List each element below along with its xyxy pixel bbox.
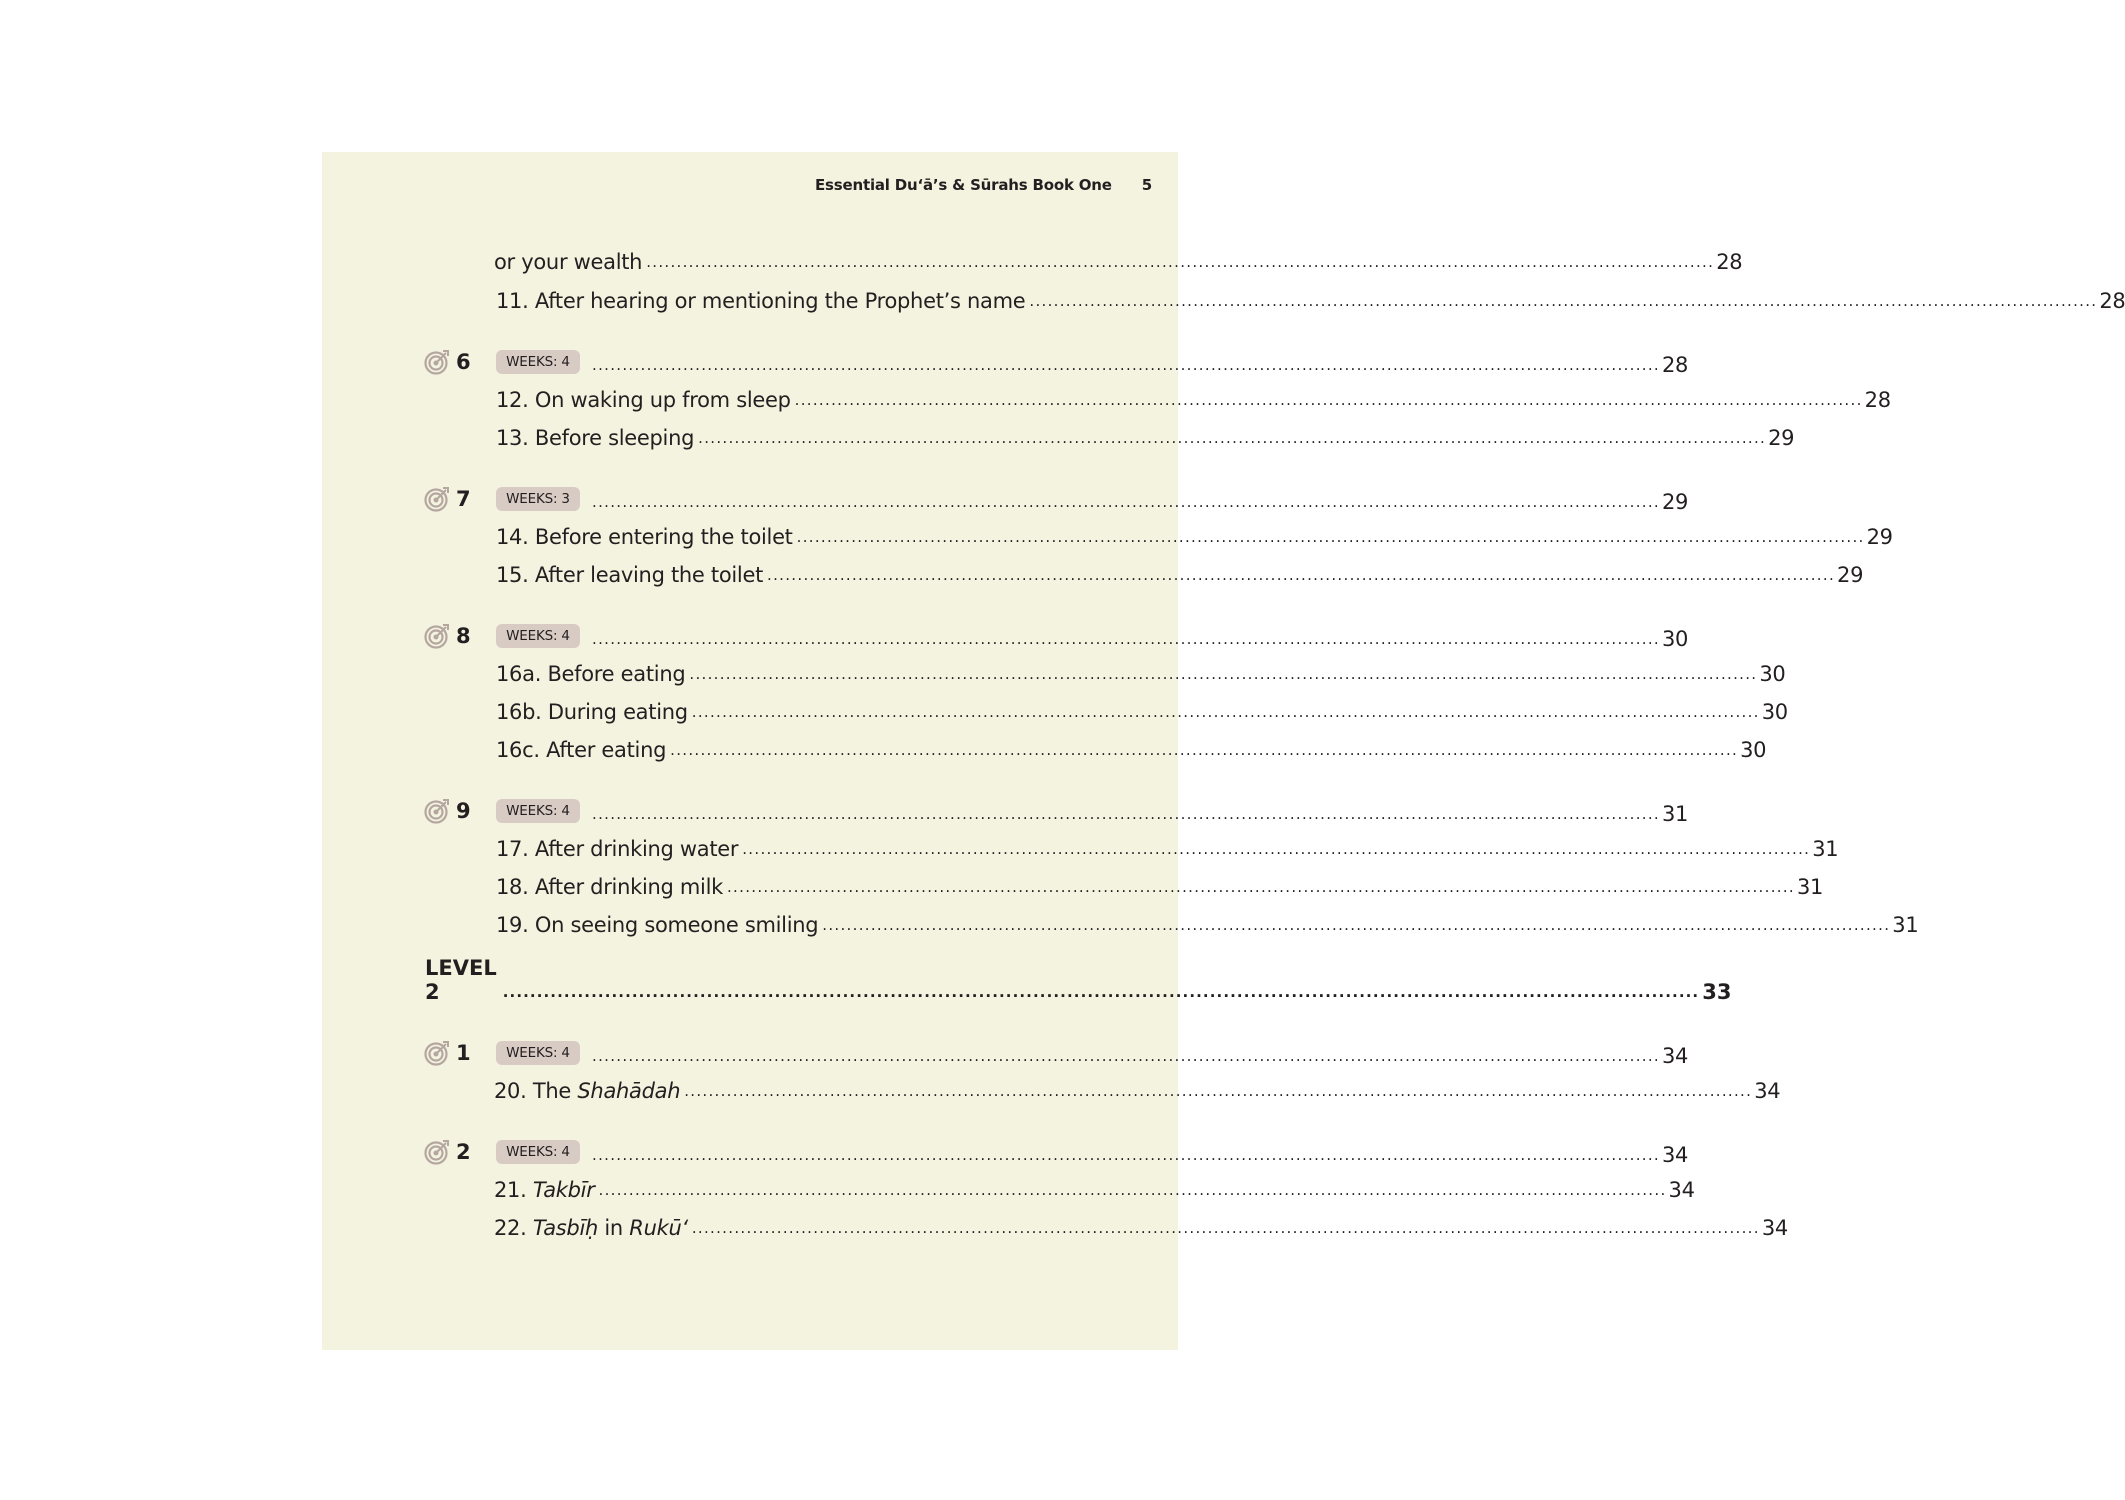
target-icon bbox=[424, 623, 450, 649]
leader-dots: ................................................................................................................................................................................ bbox=[689, 665, 1758, 683]
toc-entry[interactable] bbox=[496, 831, 1839, 861]
toc-entry-page: 31 bbox=[1892, 913, 1919, 937]
unit-entry[interactable] bbox=[588, 621, 1689, 651]
leader-dots: ................................................................................................................................................................................ bbox=[1029, 292, 2098, 310]
leader-dots: ................................................................................................................................................................................ bbox=[592, 1146, 1660, 1164]
toc-entry-page: 28 bbox=[1864, 388, 1891, 412]
toc-entry-page: 31 bbox=[1661, 802, 1689, 826]
leader-dots: ................................................................................................................................................................................ bbox=[691, 1219, 1760, 1237]
level-page: 33 bbox=[1702, 980, 1732, 1004]
toc-entry-page: 29 bbox=[1661, 490, 1689, 514]
leader-dots: ................................................................................................................................................................................ bbox=[726, 878, 1795, 896]
leader-dots: ................................................................................................................................................................................ bbox=[598, 1181, 1667, 1199]
unit-number: 8 bbox=[456, 624, 471, 648]
leader-dots: ................................................................................................................................................................................ bbox=[698, 429, 1767, 447]
toc-entry-label: 11. After hearing or mentioning the Prophet’s name bbox=[496, 289, 1026, 313]
toc-entry-label: 17. After drinking water bbox=[496, 837, 739, 861]
target-icon bbox=[424, 486, 450, 512]
toc-entry-page: 30 bbox=[1661, 627, 1689, 651]
unit-entry[interactable] bbox=[588, 796, 1689, 826]
toc-entry[interactable] bbox=[496, 519, 1893, 549]
toc-entry-page: 31 bbox=[1812, 837, 1839, 861]
toc-entry-label: 14. Before entering the toilet bbox=[496, 525, 793, 549]
target-icon bbox=[424, 1139, 450, 1165]
leader-dots: ................................................................................................................................................................................ bbox=[646, 253, 1715, 271]
leader-dots: ................................................................................................................................................................................ bbox=[767, 566, 1836, 584]
weeks-badge: WEEKS: 3 bbox=[496, 487, 580, 511]
toc-entry[interactable] bbox=[496, 382, 1891, 412]
leader-dots: ................................................................................................................................................................................ bbox=[796, 528, 1865, 546]
unit-entry[interactable] bbox=[588, 347, 1689, 377]
toc-entry-label: 12. On waking up from sleep bbox=[496, 388, 791, 412]
toc-entry-page: 30 bbox=[1761, 700, 1788, 724]
weeks-badge: WEEKS: 4 bbox=[496, 1140, 580, 1164]
unit-number: 2 bbox=[456, 1140, 471, 1164]
toc-entry-page: 29 bbox=[1866, 525, 1893, 549]
leader-dots: ................................................................................................................................................................................ bbox=[502, 983, 1700, 1001]
weeks-badge: WEEKS: 4 bbox=[496, 799, 580, 823]
toc-entry[interactable] bbox=[494, 1172, 1695, 1202]
unit-number: 7 bbox=[456, 487, 471, 511]
toc-entry-page: 34 bbox=[1668, 1178, 1695, 1202]
running-header bbox=[700, 176, 1152, 194]
leader-dots: ................................................................................................................................................................................ bbox=[742, 840, 1811, 858]
weeks-badge: WEEKS: 4 bbox=[496, 624, 580, 648]
leader-dots: ................................................................................................................................................................................ bbox=[670, 741, 1739, 759]
leader-dots: ................................................................................................................................................................................ bbox=[592, 805, 1660, 823]
toc-entry[interactable] bbox=[496, 557, 1864, 587]
toc-entry-page: 29 bbox=[1837, 563, 1864, 587]
weeks-badge: WEEKS: 4 bbox=[496, 350, 580, 374]
toc-entry-label: 15. After leaving the toilet bbox=[496, 563, 764, 587]
toc-entry[interactable] bbox=[494, 1073, 1781, 1103]
toc-entry-label: 16a. Before eating bbox=[496, 662, 686, 686]
toc-entry-label: or your wealth bbox=[494, 250, 643, 274]
weeks-badge: WEEKS: 4 bbox=[496, 1041, 580, 1065]
level-label: LEVEL 2 bbox=[425, 956, 497, 1004]
toc-entry-page: 28 bbox=[1661, 353, 1689, 377]
unit-entry[interactable] bbox=[588, 1038, 1689, 1068]
toc-entry[interactable] bbox=[494, 1210, 1788, 1240]
target-icon bbox=[424, 349, 450, 375]
leader-dots: ................................................................................................................................................................................ bbox=[592, 1047, 1660, 1065]
toc-entry-page: 34 bbox=[1661, 1143, 1689, 1167]
toc-entry-page: 31 bbox=[1796, 875, 1824, 899]
leader-dots: ................................................................................................................................................................................ bbox=[592, 493, 1660, 511]
toc-entry-page: 34 bbox=[1754, 1079, 1781, 1103]
toc-entry-label: 22. Tasbīḥ in Rukū‘ bbox=[494, 1216, 688, 1240]
toc-entry-label: 19. On seeing someone smiling bbox=[496, 913, 819, 937]
leader-dots: ................................................................................................................................................................................ bbox=[794, 391, 1863, 409]
toc-entry-label: 13. Before sleeping bbox=[496, 426, 695, 450]
unit-number: 1 bbox=[456, 1041, 471, 1065]
leader-dots: ................................................................................................................................................................................ bbox=[684, 1082, 1753, 1100]
toc-entry-label: 18. After drinking milk bbox=[496, 875, 723, 899]
toc-entry[interactable] bbox=[496, 420, 1795, 450]
target-icon bbox=[424, 798, 450, 824]
toc-entry-page: 34 bbox=[1761, 1216, 1788, 1240]
book-title: Essential Du‘ā’s & Sūrahs Book One bbox=[815, 176, 1112, 194]
leader-dots: ................................................................................................................................................................................ bbox=[691, 703, 1760, 721]
toc-entry[interactable] bbox=[496, 694, 1788, 724]
toc-entry-label: 21. Takbīr bbox=[494, 1178, 595, 1202]
target-icon bbox=[424, 1040, 450, 1066]
toc-entry[interactable] bbox=[496, 869, 1824, 899]
toc-entry-label: 20. The Shahādah bbox=[494, 1079, 681, 1103]
unit-number: 9 bbox=[456, 799, 471, 823]
toc-entry-page: 28 bbox=[1716, 250, 1743, 274]
toc-entry-label: 16b. During eating bbox=[496, 700, 688, 724]
toc-entry[interactable] bbox=[496, 283, 2125, 313]
toc-entry[interactable] bbox=[496, 656, 1786, 686]
toc-entry[interactable] bbox=[494, 244, 1743, 274]
toc-entry-page: 30 bbox=[1759, 662, 1786, 686]
unit-entry[interactable] bbox=[588, 1137, 1689, 1167]
leader-dots: ................................................................................................................................................................................ bbox=[592, 630, 1660, 648]
toc-entry-page: 30 bbox=[1740, 738, 1767, 762]
page-number: 5 bbox=[1141, 176, 1152, 194]
unit-entry[interactable] bbox=[588, 484, 1689, 514]
toc-entry[interactable] bbox=[496, 907, 1919, 937]
level-heading[interactable] bbox=[425, 956, 1732, 1004]
toc-entry-page: 29 bbox=[1768, 426, 1795, 450]
toc-entry[interactable] bbox=[496, 732, 1767, 762]
toc-entry-label: 16c. After eating bbox=[496, 738, 667, 762]
leader-dots: ................................................................................................................................................................................ bbox=[822, 916, 1891, 934]
toc-entry-page: 34 bbox=[1661, 1044, 1689, 1068]
unit-number: 6 bbox=[456, 350, 471, 374]
leader-dots: ................................................................................................................................................................................ bbox=[592, 356, 1660, 374]
toc-entry-page: 28 bbox=[2099, 289, 2125, 313]
